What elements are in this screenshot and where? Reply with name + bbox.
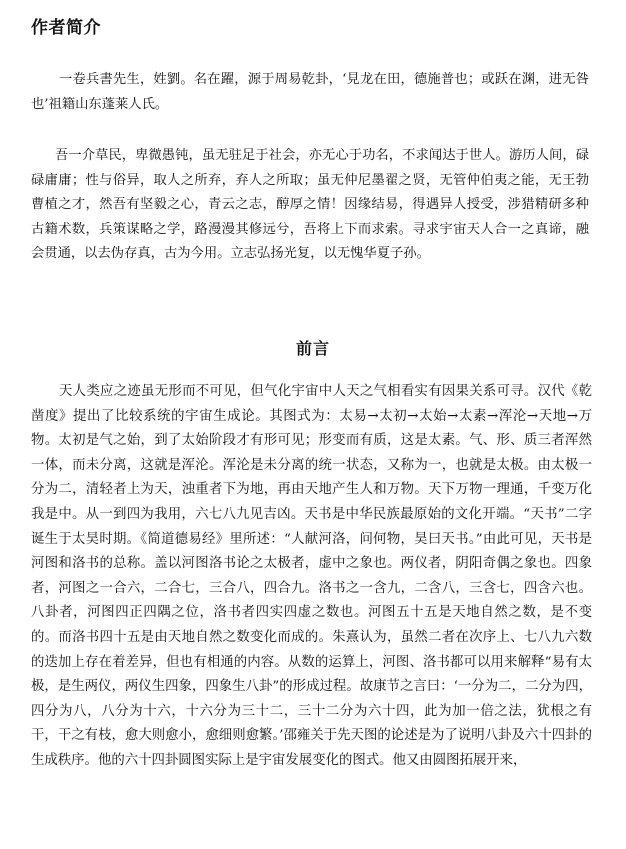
author-self-description-paragraph: 吾一介草民，卑微愚钝，虽无驻足于社会，亦无心于功名，不求闻达于世人。游历人间，碌碌庸庸；性与俗异，取人之所弃，弃人之所取；虽无仲尼墨翟之贤，无管仲伯夷之能，无王勃曹植之才，然吾有坚毅之心，青云之志，醇厚之情！因缘结易，得遇异人授受，涉猎精研多种古籍术数，兵策谋略之学，路漫漫其修远兮，吾将上下而求索。寻求宇宙天人合一之真谛，融会贯通，以去伪存真，古为今用。立志弘扬光复，以无愧华夏子孙。	[31, 148, 589, 261]
preface-paragraph: 天人类应之迹虽无形而不可见，但气化宇宙中人天之气相看实有因果关系可寻。汉代《乾凿度》提出了比较系统的宇宙生成论。其图式为：太易→太初→太始→太素→浑沦→天地→万物。太初是气之始，到了太始阶段才有形可见；形变而有质，这是太素。气、形、质三者浑然一体，而未分离，这就是浑沦。浑沦是未分离的统一状态，又称为一，也就是太极。由太极一分为二，清轻者上为天，浊重者下为地，再由天地产生人和万物。天下万物一理通，千变万化我是中。从一到四为我用，六七八九见吉凶。天书是中华民族最原始的文化开端。“天书”二字诞生于太昊时期。《简道德易经》里所述：“人献河洛，问何物，昊曰天书。”由此可见，天书是河图和洛书的总称。盖以河图洛书论之太极者，虚中之象也。两仪者，阴阳奇偶之象也。四象者，河图之一合六，二合七，三合八，四合九。洛书之一含九，二含八，三含七，四含六也。八卦者，河图四正四隅之位，洛书者四实四虚之数也。河图五十五是天地自然之数，是不变的。而洛书四十五是由天地自然之数变化而成的。朱熹认为，虽然二者在次序上、七八九六数的迭加上存在着差异，但也有相通的内容。从数的运算上，河图、洛书都可以用来解释“易有太极，是生两仪，两仪生四象，四象生八卦”的形成过程。故康节之言曰：‘一分为二，二分为四，四分为八，八分为十六，十六分为三十二，三十二分为六十四，此为加一倍之法，犹根之有干，干之有枝，愈大则愈小，愈细则愈繁。’邵雍关于先天图的论述是为了说明八卦及六十四卦的生成秩序。他的六十四卦圆图实际上是宇宙发展变化的图式。他又由圆图拓展开来，	[31, 384, 592, 768]
preface-heading: 前言	[295, 339, 330, 358]
author-bio-paragraph: 一卷兵書先生，姓劉。名在躍，源于周易乾卦，‘見龙在田，德施普也；或跃在渊，进无咎也’祖籍山东蓬莱人氏。	[31, 72, 589, 112]
author-intro-heading: 作者简介	[31, 18, 101, 38]
